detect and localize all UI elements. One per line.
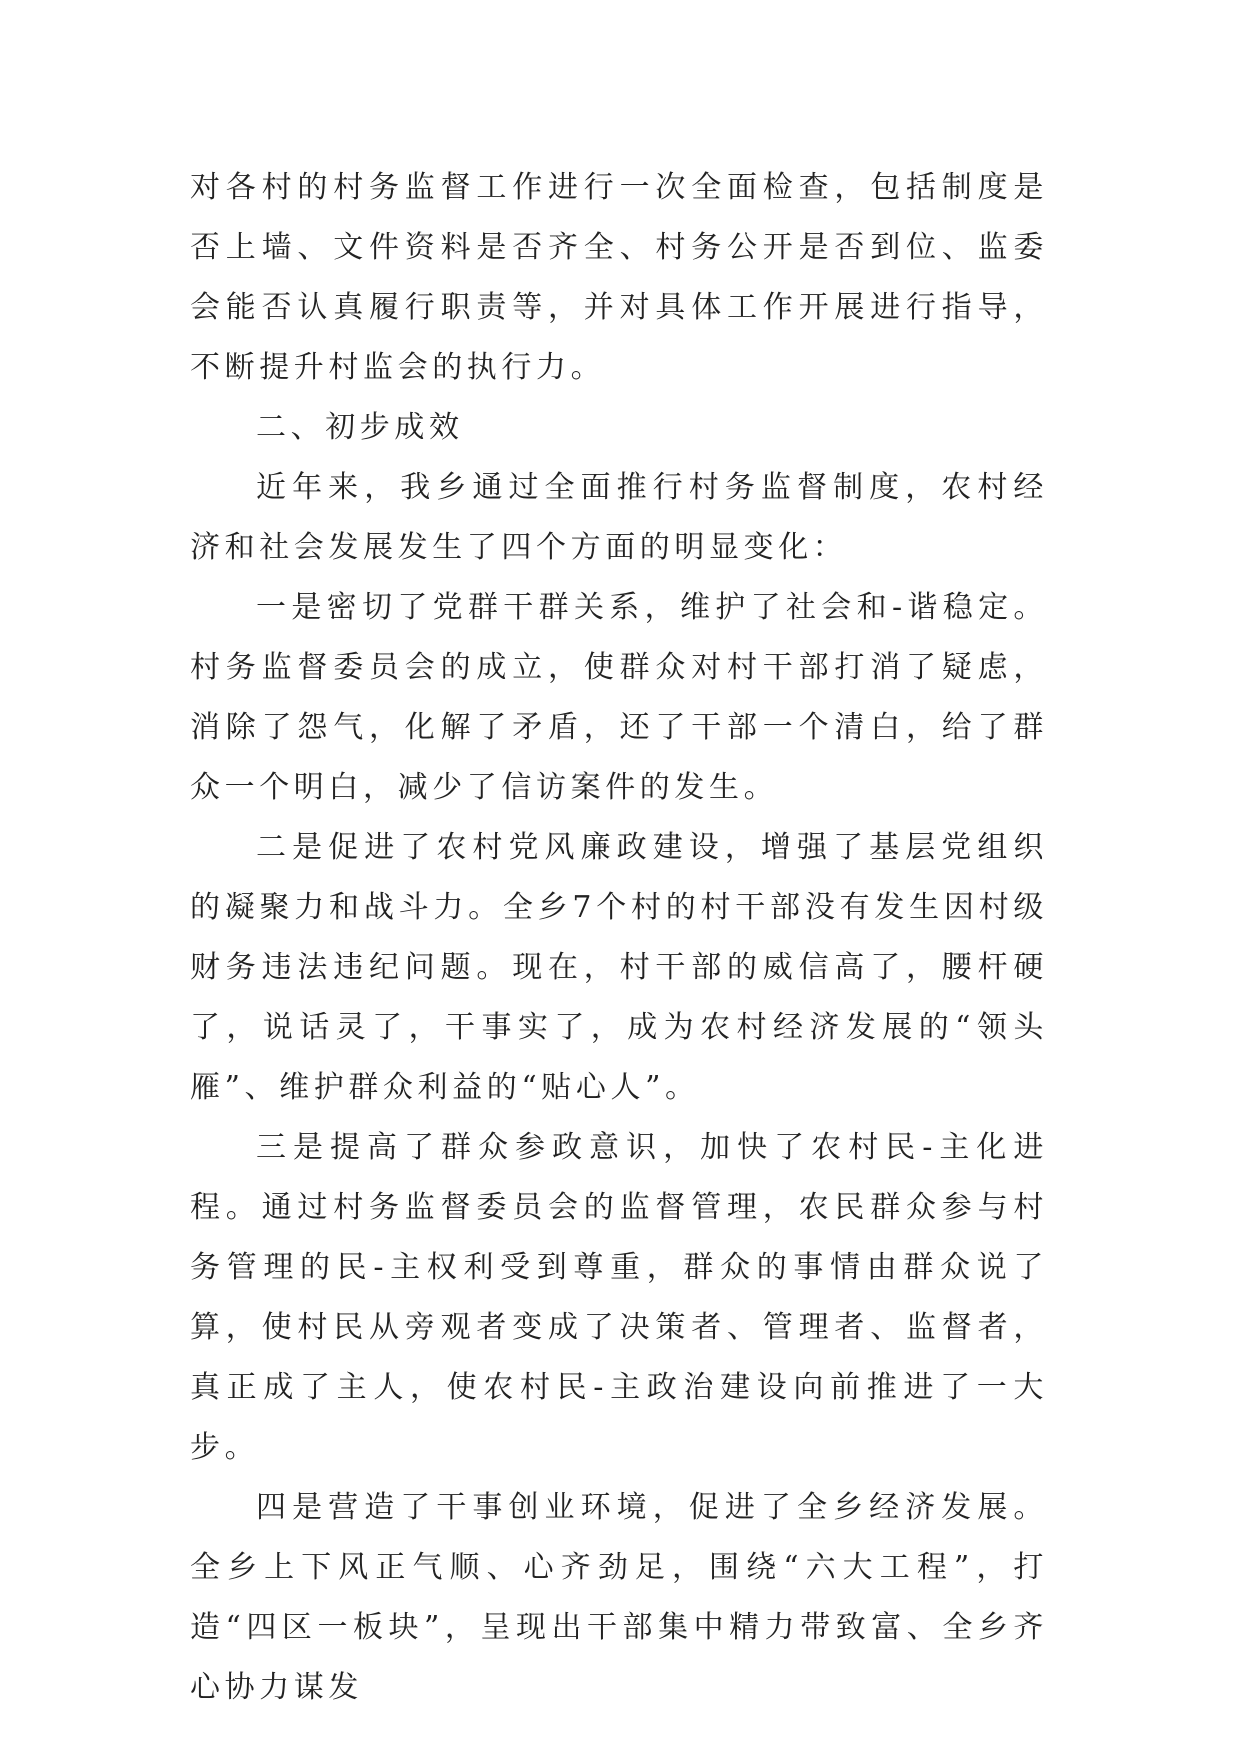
document-body: [190, 158, 1048, 1718]
continued-paragraph: 对各村的村务监督工作进行一次全面检查，包括制度是否上墙、文件资料是否齐全、村务公开是否到位、监委会能否认真履行职责等，并对具体工作开展进行指导，不断提升村监会的执行力。: [190, 170, 1048, 385]
section-heading: 二、初步成效: [256, 410, 464, 445]
point-four-paragraph: 四是营造了干事创业环境，促进了全乡经济发展。全乡上下风正气顺、心齐劲足，围绕“六大工程”，打造“四区一板块”，呈现出干部集中精力带致富、全乡齐心协力谋发: [190, 1490, 1048, 1705]
point-two-paragraph: 二是促进了农村党风廉政建设，增强了基层党组织的凝聚力和战斗力。全乡7个村的村干部没有发生因村级财务违法违纪问题。现在，村干部的威信高了，腰杆硬了，说话灵了，干事实了，成为农村经济发展的“领头雁”、维护群众利益的“贴心人”。: [190, 830, 1048, 1105]
point-one-paragraph: 一是密切了党群干群关系，维护了社会和-谐稳定。村务监督委员会的成立，使群众对村干部打消了疑虑，消除了怨气，化解了矛盾，还了干部一个清白，给了群众一个明白，减少了信访案件的发生。: [190, 590, 1048, 805]
point-three-paragraph: 三是提高了群众参政意识，加快了农村民-主化进程。通过村务监督委员会的监督管理，农民群众参与村务管理的民-主权利受到尊重，群众的事情由群众说了算，使村民从旁观者变成了决策者、管理者、监督者，真正成了主人，使农村民-主政治建设向前推进了一大步。: [190, 1130, 1048, 1465]
intro-paragraph: 近年来，我乡通过全面推行村务监督制度，农村经济和社会发展发生了四个方面的明显变化：: [190, 470, 1048, 565]
